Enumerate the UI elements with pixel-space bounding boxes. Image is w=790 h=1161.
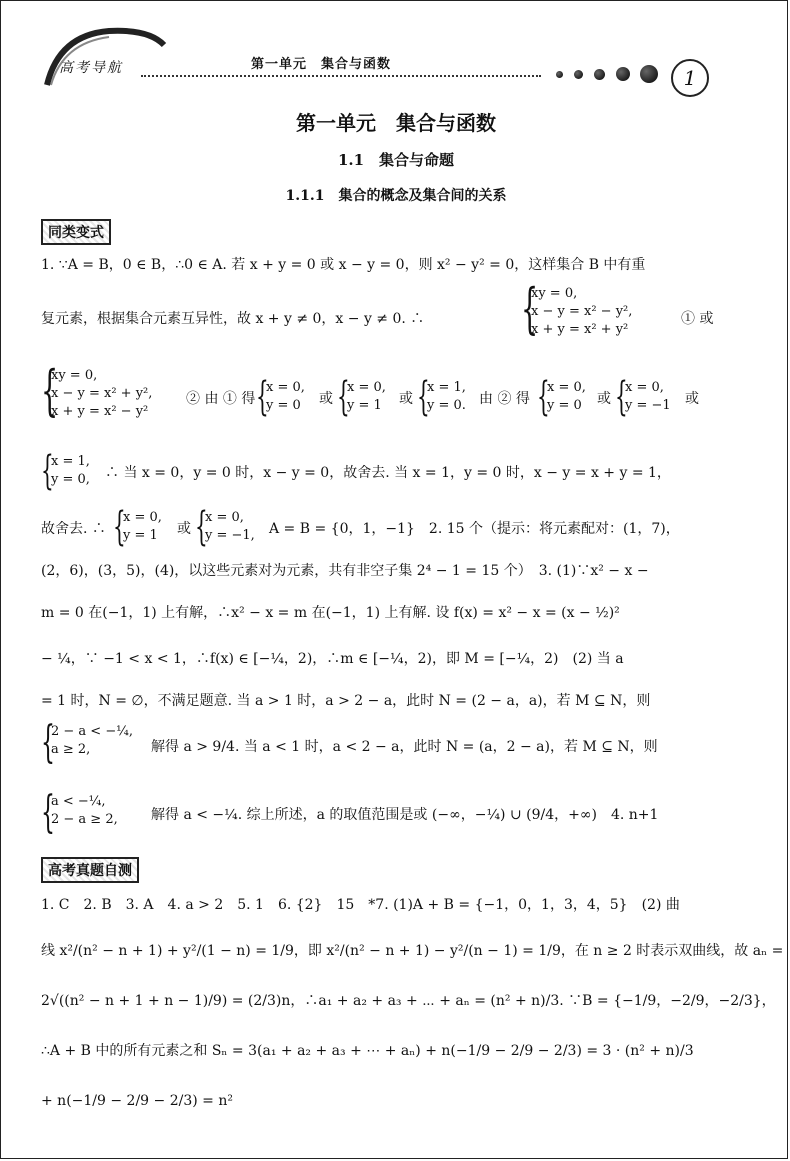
variants-tag: 同类变式 (41, 219, 111, 245)
text-line: 或 (319, 391, 333, 407)
equation-system: { xy = 0, x − y = x² + y², x + y = x² − y² (41, 359, 153, 422)
unit-heading: 第一单元 集合与函数 (296, 111, 496, 135)
text-line: m = 0 在(−1，1) 上有解，∴x² − x = m 在(−1，1) 上有解. 设 f(x) = x² − x = (x − ½)² (41, 605, 620, 621)
equation-system: { xy = 0, x − y = x² − y², x + y = x² + y² (521, 277, 633, 340)
page-number: 1 (671, 59, 709, 97)
text-line: ∴A + B 中的所有元素之和 Sₙ = 3(a₁ + a₂ + a₃ + ⋯ + aₙ) + n(−1/9 − 2/9 − 2/3) = 3 · (n² + n)/3 (41, 1043, 694, 1059)
text-line: 故舍去. ∴ (41, 521, 106, 537)
text-line: ∴ 当 x = 0，y = 0 时，x − y = 0，故舍去. 当 x = 1，y = 0 时，x − y = x + y = 1， (105, 465, 671, 481)
text-line: 由 ② 得 (479, 391, 530, 407)
text-line: ② 由 ① 得 (186, 391, 256, 407)
text-line: ① 或 (681, 311, 714, 327)
text-line: 或 (399, 391, 413, 407)
equation-system: { a < −¼, 2 − a ≥ 2, (41, 787, 118, 838)
text-line: 线 x²/(n² − n + 1) + y²/(1 − n) = 1/9，即 x²/(n² − n + 1) − y²/(n − 1) = 1/9，在 n ≥ 2 时表示双曲线，故 aₙ = (41, 943, 784, 959)
text-line: 或 (597, 391, 611, 407)
equation-system: { x = 1, y = 0. (417, 374, 466, 420)
header-title: 第一单元 集合与函数 (251, 57, 392, 72)
logo-text: 高考导航 (59, 60, 123, 76)
equation-system: { 2 − a < −¼, a ≥ 2, (41, 717, 133, 768)
text-line: 2√((n² − n + 1 + n − 1)/9) = (2/3)n，∴a₁ + a₂ + a₃ + ⋯ + aₙ = (n² + n)/3. ∵B = {−1/9，−2/9，−2/3}， (41, 993, 776, 1009)
text-line: = 1 时，N = ∅，不满足题意. 当 a > 1 时，a > 2 − a，此时 N = (2 − a，a)，若 M ⊆ N，则 (41, 693, 651, 709)
exam-tag: 高考真题自测 (41, 857, 139, 883)
text-line: 1. ∵A = B，0 ∈ B，∴0 ∈ A. 若 x + y = 0 或 x − y = 0，则 x² − y² = 0，这样集合 B 中有重 (41, 257, 646, 273)
equation-system: { x = 0, y = 0 (537, 374, 586, 420)
equation-system: { x = 0, y = −1 (615, 374, 671, 420)
page-header (1, 1, 787, 101)
text-line: (2，6)，(3，5)，(4)，以这些元素对为元素，共有非空子集 2⁴ − 1 = 15 个） 3. (1)∵x² − x − (41, 563, 649, 579)
section-heading: 1.1 集合与命题 (337, 151, 455, 169)
text-line: + n(−1/9 − 2/9 − 2/3) = n² (41, 1093, 233, 1109)
text-line: 解得 a > 9/4. 当 a < 1 时，a < 2 − a，此时 N = (a，2 − a)，若 M ⊆ N，则 (151, 739, 658, 755)
equation-system: { x = 0, y = 1 (337, 374, 386, 420)
text-line: 或 (685, 391, 699, 407)
equation-system: { x = 0, y = 1 (113, 504, 162, 550)
subsection-heading: 1.1.1 集合的概念及集合间的关系 (285, 188, 507, 204)
text-line: − ¼，∵ −1 < x < 1，∴f(x) ∈ [−¼，2)，∴m ∈ [−¼，2)，即 M = [−¼，2) (2) 当 a (41, 651, 624, 667)
text-line: 复元素，根据集合元素互异性，故 x + y ≠ 0，x − y ≠ 0. ∴ (41, 311, 425, 327)
equation-system: { x = 0, y = −1, (195, 504, 255, 550)
text-line: A = B = {0，1，−1} 2. 15 个（提示：将元素配对：(1，7)， (269, 521, 680, 537)
equation-system: { x = 1, y = 0, (41, 448, 90, 494)
text-line: 解得 a < −¼. 综上所述，a 的取值范围是或 (−∞，−¼) ∪ (9/4，+∞) 4. n+1 (151, 807, 659, 823)
equation-system: { x = 0, y = 0 (256, 374, 305, 420)
header-divider (141, 75, 541, 77)
text-line: 1. C 2. B 3. A 4. a > 2 5. 1 6. {2} 15 *7. (1)A + B = {−1，0，1，3，4，5} (2) 曲 (41, 897, 680, 913)
text-line: 或 (177, 521, 191, 537)
